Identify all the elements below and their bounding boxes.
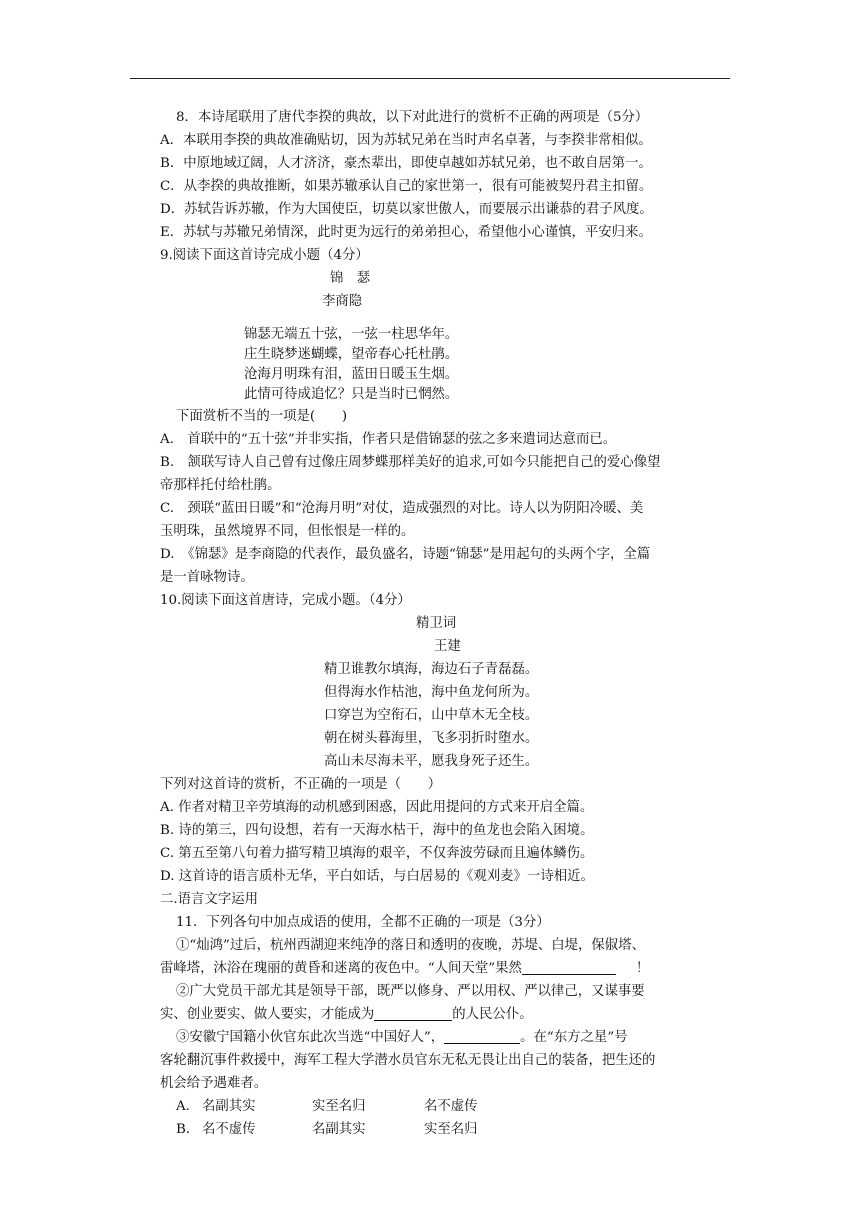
sentence-2: ②广大党员干部尤其是领导干部，既严以修身、严以用权、严以律己，又谋事要 [176, 984, 645, 999]
question-9-option-a: A. 首联中的“五十弦”并非实指，作者只是借锦瑟的弦之多来遣词达意而已。 [160, 432, 617, 447]
answer-blank[interactable] [374, 1005, 452, 1021]
poem-author: 李商隐 [322, 294, 363, 309]
poem-line: 朝在树头暮海里，飞多羽折时堕水。 [324, 731, 539, 746]
question-9-stem: 9.阅读下面这首诗完成小题（4分） [160, 248, 369, 263]
answer-blank[interactable] [444, 1028, 520, 1044]
poem-line: 此情可待成追忆？只是当时已惘然。 [244, 387, 459, 402]
question-8-option-e: E．苏轼与苏辙兄弟情深，此时更为远行的弟弟担心，希望他小心谨慎，平安归来。 [160, 225, 652, 240]
question-11-option-a: A． 名副其实 实至名归 名不虚传 [176, 1099, 478, 1114]
question-8-option-c: C．从李揆的典故推断，如果苏辙承认自己的家世第一，很有可能被契丹君主扣留。 [160, 179, 653, 194]
question-9 [160, 244, 720, 589]
question-9-option-b-cont: 帝那样托付给杜鹃。 [160, 478, 281, 493]
question-10-option-c: C. 第五至第八句着力描写精卫填海的艰辛，不仅奔波劳碌而且遍体鳞伤。 [160, 846, 594, 861]
section-heading: 二.语言文字运用 [160, 892, 258, 907]
question-9-option-c: C. 颈联“蓝田日暖”和“沧海月明”对仗，造成强烈的对比。诗人以为阴阳冷暖、美 [160, 501, 644, 516]
poem-line: 庄生晓梦迷蝴蝶，望帝春心托杜鹃。 [244, 347, 459, 362]
poem-title: 锦 瑟 [330, 271, 371, 286]
question-9-prompt: 下面赏析不当的一项是( ) [176, 409, 348, 424]
question-8-option-a: A．本联用李揆的典故准确贴切，因为苏轼兄弟在当时声名卓著，与李揆非常相似。 [160, 133, 652, 148]
sentence-3-cont: 机会给予遇难者。 [160, 1076, 268, 1091]
question-10-prompt: 下列对这首诗的赏析，不正确的一项是（ ） [160, 777, 442, 792]
poem-line: 精卫谁教尔填海，海边石子青磊磊。 [324, 662, 539, 677]
question-8-option-d: D．苏轼告诉苏辙，作为大国使臣，切莫以家世傲人，而要展示出谦恭的君子风度。 [160, 202, 653, 217]
question-10-stem: 10.阅读下面这首唐诗，完成小题。（4分） [160, 593, 411, 608]
question-10-option-b: B. 诗的第三，四句设想，若有一天海水枯干，海中的鱼龙也会陷入困境。 [160, 823, 594, 838]
sentence-2-cont: 实、创业要实、做人要实，才能成为 的人民公仆。 [160, 1007, 533, 1022]
question-11-option-b: B． 名不虚传 名副其实 实至名归 [176, 1122, 478, 1137]
answer-blank[interactable] [522, 959, 616, 975]
sentence-1: ①“灿鸿”过后，杭州西湖迎来纯净的落日和透明的夜晚，苏堤、白堤，保俶塔、 [176, 938, 645, 953]
question-10-option-d: D. 这首诗的语言质朴无华，平白如话，与白居易的《观刈麦》一诗相近。 [160, 869, 594, 884]
question-9-option-b: B. 颔联写诗人自己曾有过像庄周梦蝶那样美好的追求,可如今只能把自己的爱心像望 [160, 455, 661, 470]
poem-line: 但得海水作枯池，海中鱼龙何所为。 [324, 685, 539, 700]
poem-title: 精卫词 [416, 616, 457, 631]
question-8-option-b: B．中原地域辽阔，人才济济，豪杰辈出，即使卓越如苏轼兄弟，也不敢自居第一。 [160, 156, 652, 171]
poem-author: 王建 [434, 639, 461, 654]
poem-line: 锦瑟无端五十弦，一弦一柱思华年。 [244, 327, 459, 342]
question-10-option-a: A. 作者对精卫辛劳填海的动机感到困惑，因此用提问的方式来开启全篇。 [160, 800, 594, 815]
question-10 [160, 589, 720, 888]
question-8-stem: 8．本诗尾联用了唐代李揆的典故，以下对此进行的赏析不正确的两项是（5分） [176, 110, 649, 125]
question-9-option-d: D. 《锦瑟》是李商隐的代表作，最负盛名，诗题“锦瑟”是用起句的头两个字，全篇 [160, 547, 651, 562]
question-8 [160, 106, 720, 244]
exam-page [160, 106, 720, 1141]
poem-line: 口穿岂为空衔石，山中草木无全枝。 [324, 708, 539, 723]
sentence-3: ③安徽宁国籍小伙官东此次当选“中国好人”， 。在“东方之星”号 [176, 1030, 628, 1045]
poem-line: 高山未尽海未平，愿我身死子还生。 [324, 754, 539, 769]
question-9-option-d-cont: 是一首咏物诗。 [160, 570, 254, 585]
sentence-1-cont: 雷峰塔，沐浴在瑰丽的黄昏和迷离的夜色中。“人间天堂”果然 ！ [160, 961, 650, 976]
sentence-3-cont: 客轮翻沉事件救援中，海军工程大学潜水员官东无私无畏让出自己的装备，把生还的 [160, 1053, 656, 1068]
question-11 [160, 911, 720, 1141]
poem-line: 沧海月明珠有泪，蓝田日暖玉生烟。 [244, 367, 459, 382]
question-11-stem: 11．下列各句中加点成语的使用，全都不正确的一项是（3分） [176, 915, 550, 930]
question-9-option-c-cont: 玉明珠，虽然境界不同，但怅恨是一样的。 [160, 524, 415, 539]
header-rule [130, 78, 730, 79]
